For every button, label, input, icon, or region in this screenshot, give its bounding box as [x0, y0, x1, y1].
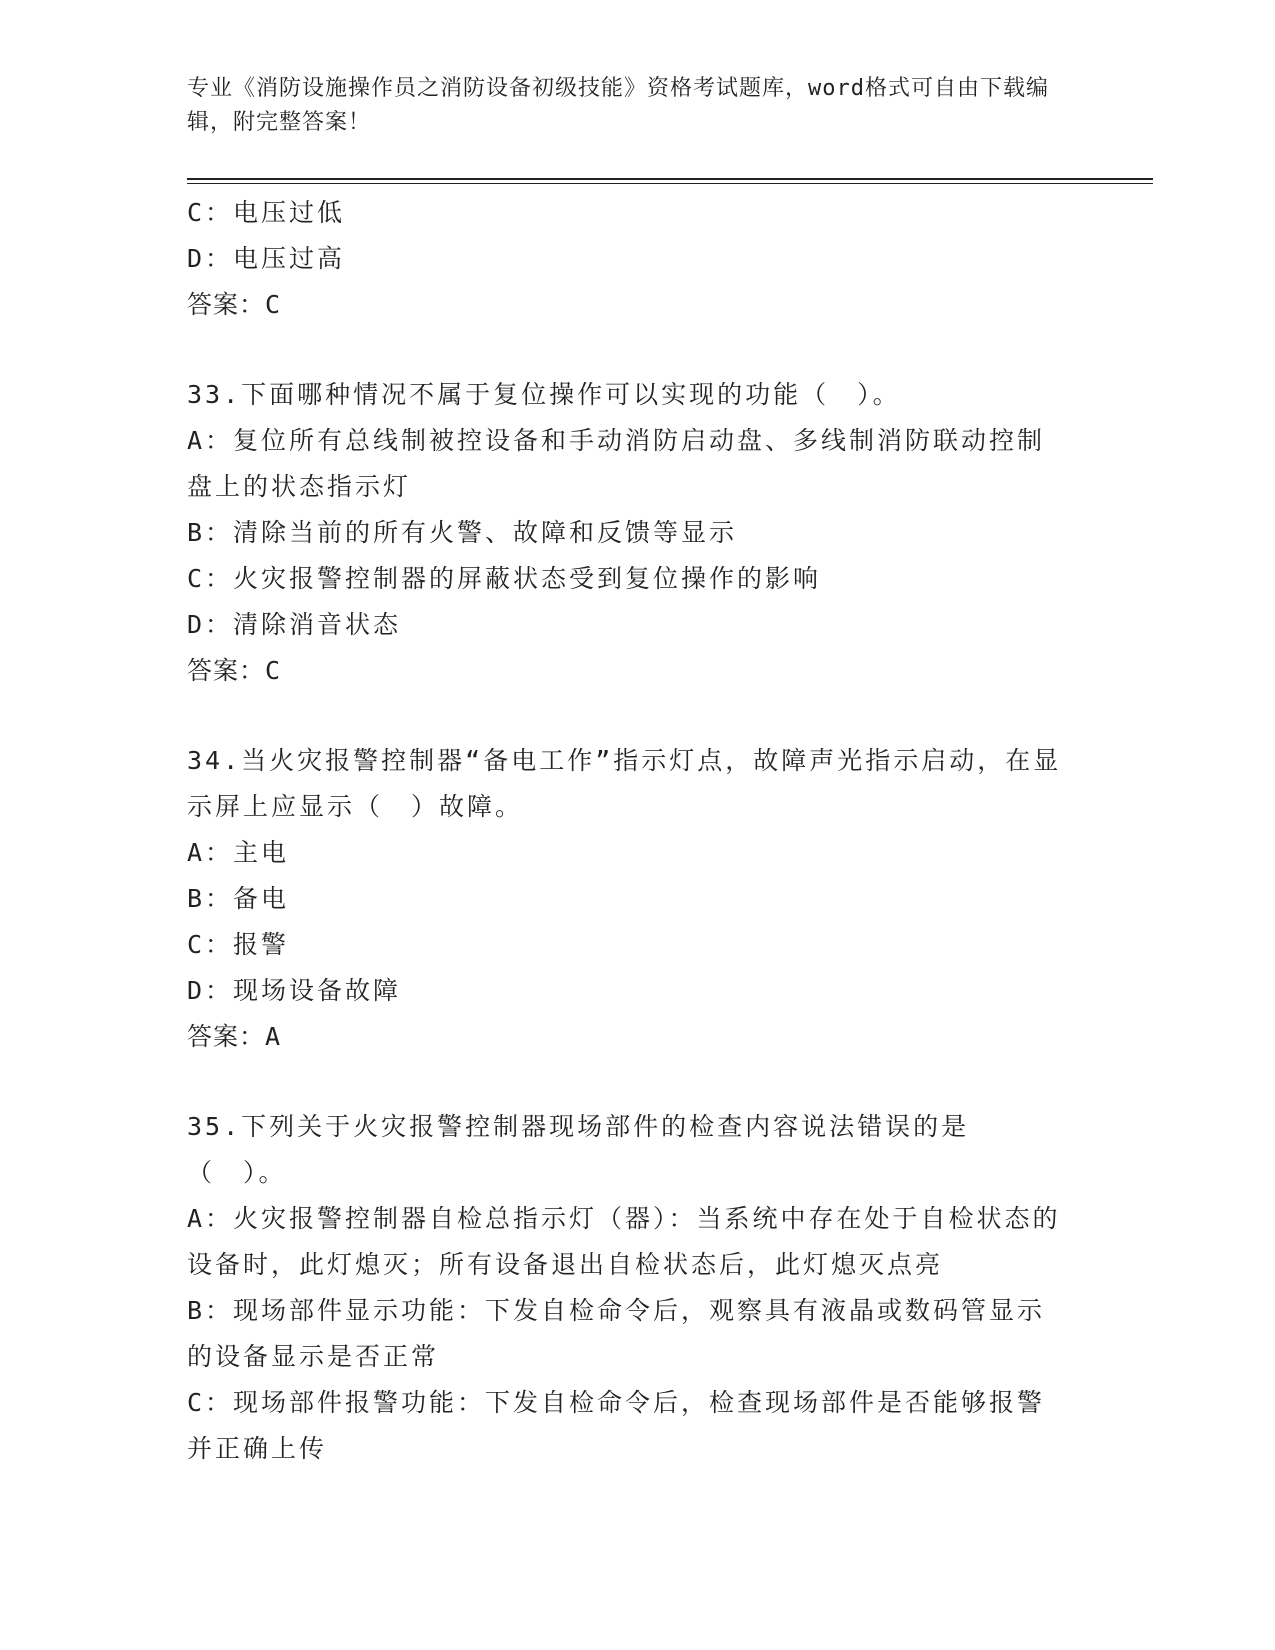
- header-rule-thin: [187, 183, 1153, 184]
- option-c: C：电压过低: [187, 198, 346, 227]
- header-rule-thick: [187, 178, 1153, 180]
- option-d: D：电压过高: [187, 244, 346, 273]
- option-d: D：清除消音状态: [187, 610, 402, 639]
- answer-line: 答案：C: [187, 290, 282, 319]
- option-b: B：现场部件显示功能：下发自检命令后，观察具有液晶或数码管显示的设备显示是否正常: [187, 1296, 1046, 1371]
- answer-line: 答案：C: [187, 656, 282, 685]
- option-d: D：现场设备故障: [187, 976, 402, 1005]
- option-a: A：火灾报警控制器自检总指示灯（器）：当系统中存在处于自检状态的设备时，此灯熄灭；所有设备退出自检状态后，此灯熄灭点亮: [187, 1204, 1061, 1279]
- answer-line: 答案：A: [187, 1022, 282, 1051]
- document-header: 专业《消防设施操作员之消防设备初级技能》资格考试题库，word格式可自由下载编辑，附完整答案！: [187, 76, 1049, 135]
- question-stem: 35.下列关于火灾报警控制器现场部件的检查内容说法错误的是（ ）。: [187, 1112, 970, 1187]
- question-stem: 34.当火灾报警控制器“备电工作”指示灯点，故障声光指示启动，在显示屏上应显示（ ）故障。: [187, 746, 1062, 821]
- option-a: A：复位所有总线制被控设备和手动消防启动盘、多线制消防联动控制盘上的状态指示灯: [187, 426, 1046, 501]
- option-a: A：主电: [187, 838, 290, 867]
- option-c: C：现场部件报警功能：下发自检命令后，检查现场部件是否能够报警并正确上传: [187, 1388, 1046, 1463]
- option-c: C：报警: [187, 930, 290, 959]
- question-stem: 33.下面哪种情况不属于复位操作可以实现的功能（ ）。: [187, 380, 901, 409]
- question-block-33: [187, 372, 1067, 694]
- question-block-35: [187, 1104, 1067, 1472]
- document-body: [187, 190, 1067, 1472]
- option-c: C：火灾报警控制器的屏蔽状态受到复位操作的影响: [187, 564, 822, 593]
- question-block-34: [187, 738, 1067, 1060]
- option-b: B：备电: [187, 884, 290, 913]
- question-block-prev: [187, 190, 1067, 328]
- option-b: B：清除当前的所有火警、故障和反馈等显示: [187, 518, 738, 547]
